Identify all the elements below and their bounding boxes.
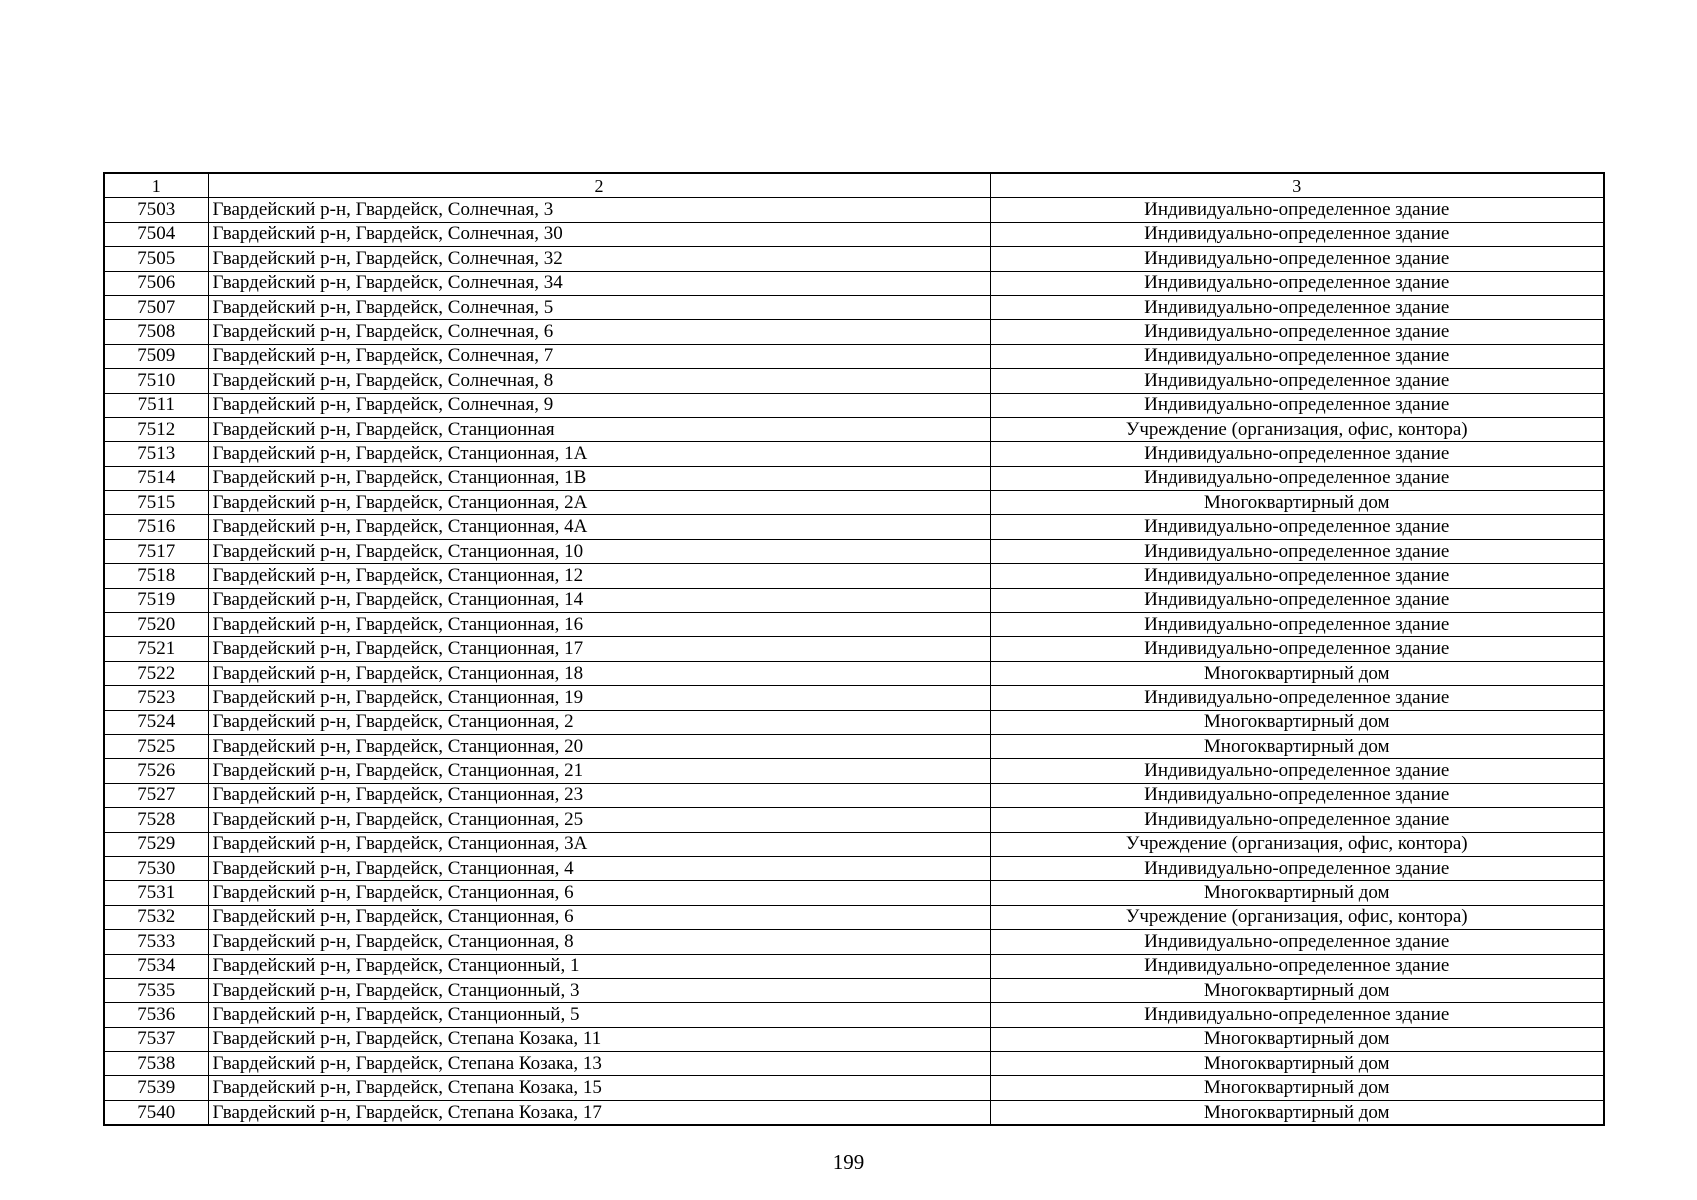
- address-cell: Гвардейский р-н, Гвардейск, Станционная, 6: [208, 881, 990, 905]
- address-cell: Гвардейский р-н, Гвардейск, Станционная, 2: [208, 710, 990, 734]
- column-number-1: 1: [104, 173, 208, 198]
- table-row: [104, 734, 1604, 758]
- table-row: [104, 637, 1604, 661]
- table-row: [104, 856, 1604, 880]
- object-type-cell: Индивидуально-определенное здание: [990, 198, 1604, 222]
- address-cell: Гвардейский р-н, Гвардейск, Станционная, 23: [208, 783, 990, 807]
- object-type-cell: Индивидуально-определенное здание: [990, 856, 1604, 880]
- table-row: [104, 613, 1604, 637]
- record-number-cell: 7537: [104, 1027, 208, 1051]
- address-cell: Гвардейский р-н, Гвардейск, Станционная, 19: [208, 686, 990, 710]
- table-row: [104, 881, 1604, 905]
- record-number-cell: 7507: [104, 295, 208, 319]
- object-type-cell: Учреждение (организация, офис, контора): [990, 417, 1604, 441]
- object-type-cell: Индивидуально-определенное здание: [990, 271, 1604, 295]
- address-cell: Гвардейский р-н, Гвардейск, Солнечная, 7: [208, 344, 990, 368]
- table-row: [104, 661, 1604, 685]
- object-type-cell: Многоквартирный дом: [990, 734, 1604, 758]
- table-row: [104, 320, 1604, 344]
- page-number: 199: [832, 1150, 865, 1174]
- object-type-cell: Индивидуально-определенное здание: [990, 686, 1604, 710]
- address-cell: Гвардейский р-н, Гвардейск, Солнечная, 30: [208, 222, 990, 246]
- address-cell: Гвардейский р-н, Гвардейск, Станционная: [208, 417, 990, 441]
- object-type-cell: Индивидуально-определенное здание: [990, 295, 1604, 319]
- object-type-cell: Индивидуально-определенное здание: [990, 247, 1604, 271]
- record-number-cell: 7534: [104, 954, 208, 978]
- record-number-cell: 7517: [104, 539, 208, 563]
- table-row: [104, 295, 1604, 319]
- address-cell: Гвардейский р-н, Гвардейск, Степана Козака, 15: [208, 1076, 990, 1100]
- record-number-cell: 7511: [104, 393, 208, 417]
- record-number-cell: 7520: [104, 613, 208, 637]
- table-row: [104, 978, 1604, 1002]
- object-type-cell: Многоквартирный дом: [990, 710, 1604, 734]
- object-type-cell: Многоквартирный дом: [990, 1027, 1604, 1051]
- object-type-cell: Индивидуально-определенное здание: [990, 613, 1604, 637]
- record-number-cell: 7528: [104, 808, 208, 832]
- record-number-cell: 7539: [104, 1076, 208, 1100]
- record-number-cell: 7522: [104, 661, 208, 685]
- record-number-cell: 7513: [104, 442, 208, 466]
- address-cell: Гвардейский р-н, Гвардейск, Солнечная, 3: [208, 198, 990, 222]
- address-cell: Гвардейский р-н, Гвардейск, Станционная, 6: [208, 905, 990, 929]
- table-row: [104, 1003, 1604, 1027]
- table-row: [104, 710, 1604, 734]
- record-number-cell: 7503: [104, 198, 208, 222]
- object-type-cell: Индивидуально-определенное здание: [990, 320, 1604, 344]
- address-cell: Гвардейский р-н, Гвардейск, Станционная, 14: [208, 588, 990, 612]
- address-cell: Гвардейский р-н, Гвардейск, Станционный, 1: [208, 954, 990, 978]
- object-type-cell: Многоквартирный дом: [990, 1076, 1604, 1100]
- object-type-cell: Индивидуально-определенное здание: [990, 1003, 1604, 1027]
- record-number-cell: 7529: [104, 832, 208, 856]
- object-type-cell: Индивидуально-определенное здание: [990, 344, 1604, 368]
- record-number-cell: 7526: [104, 759, 208, 783]
- table-row: [104, 491, 1604, 515]
- address-cell: Гвардейский р-н, Гвардейск, Станционная, 12: [208, 564, 990, 588]
- address-cell: Гвардейский р-н, Гвардейск, Солнечная, 9: [208, 393, 990, 417]
- table-row: [104, 247, 1604, 271]
- object-type-cell: Учреждение (организация, офис, контора): [990, 832, 1604, 856]
- record-number-cell: 7516: [104, 515, 208, 539]
- record-number-cell: 7535: [104, 978, 208, 1002]
- object-type-cell: Индивидуально-определенное здание: [990, 393, 1604, 417]
- object-type-cell: Индивидуально-определенное здание: [990, 637, 1604, 661]
- address-cell: Гвардейский р-н, Гвардейск, Солнечная, 34: [208, 271, 990, 295]
- object-type-cell: Индивидуально-определенное здание: [990, 442, 1604, 466]
- record-number-cell: 7518: [104, 564, 208, 588]
- address-cell: Гвардейский р-н, Гвардейск, Солнечная, 6: [208, 320, 990, 344]
- address-cell: Гвардейский р-н, Гвардейск, Станционная, 17: [208, 637, 990, 661]
- object-type-cell: Многоквартирный дом: [990, 1100, 1604, 1125]
- table-row: [104, 417, 1604, 441]
- record-number-cell: 7527: [104, 783, 208, 807]
- table-row: [104, 832, 1604, 856]
- record-number-cell: 7531: [104, 881, 208, 905]
- record-number-cell: 7508: [104, 320, 208, 344]
- table-row: [104, 466, 1604, 490]
- column-number-2: 2: [208, 173, 990, 198]
- table-row: [104, 442, 1604, 466]
- record-number-cell: 7512: [104, 417, 208, 441]
- address-cell: Гвардейский р-н, Гвардейск, Степана Козака, 17: [208, 1100, 990, 1125]
- table-row: [104, 564, 1604, 588]
- table-row: [104, 1076, 1604, 1100]
- object-type-cell: Многоквартирный дом: [990, 491, 1604, 515]
- table-row: [104, 588, 1604, 612]
- record-number-cell: 7504: [104, 222, 208, 246]
- table-row: [104, 905, 1604, 929]
- table-row: [104, 198, 1604, 222]
- address-cell: Гвардейский р-н, Гвардейск, Станционная, 18: [208, 661, 990, 685]
- address-cell: Гвардейский р-н, Гвардейск, Станционный, 5: [208, 1003, 990, 1027]
- address-cell: Гвардейский р-н, Гвардейск, Станционная, 16: [208, 613, 990, 637]
- table-row: [104, 808, 1604, 832]
- address-cell: Гвардейский р-н, Гвардейск, Станционная, 8: [208, 930, 990, 954]
- table-row: [104, 1052, 1604, 1076]
- record-number-cell: 7519: [104, 588, 208, 612]
- address-cell: Гвардейский р-н, Гвардейск, Станционная, 1А: [208, 442, 990, 466]
- address-cell: Гвардейский р-н, Гвардейск, Станционный, 3: [208, 978, 990, 1002]
- table-row: [104, 783, 1604, 807]
- table-row: [104, 930, 1604, 954]
- table-body: [104, 173, 1604, 1125]
- object-type-cell: Индивидуально-определенное здание: [990, 539, 1604, 563]
- address-cell: Гвардейский р-н, Гвардейск, Станционная, 20: [208, 734, 990, 758]
- object-type-cell: Индивидуально-определенное здание: [990, 466, 1604, 490]
- object-type-cell: Индивидуально-определенное здание: [990, 564, 1604, 588]
- object-type-cell: Индивидуально-определенное здание: [990, 783, 1604, 807]
- record-number-cell: 7521: [104, 637, 208, 661]
- object-type-cell: Многоквартирный дом: [990, 1052, 1604, 1076]
- record-number-cell: 7524: [104, 710, 208, 734]
- record-number-cell: 7510: [104, 369, 208, 393]
- record-number-cell: 7533: [104, 930, 208, 954]
- table-row: [104, 222, 1604, 246]
- object-type-cell: Многоквартирный дом: [990, 881, 1604, 905]
- table-row: [104, 539, 1604, 563]
- address-cell: Гвардейский р-н, Гвардейск, Станционная, 25: [208, 808, 990, 832]
- table-row: [104, 1027, 1604, 1051]
- record-number-cell: 7532: [104, 905, 208, 929]
- address-cell: Гвардейский р-н, Гвардейск, Станционная, 4: [208, 856, 990, 880]
- object-type-cell: Индивидуально-определенное здание: [990, 759, 1604, 783]
- record-number-cell: 7505: [104, 247, 208, 271]
- record-number-cell: 7536: [104, 1003, 208, 1027]
- record-number-cell: 7530: [104, 856, 208, 880]
- record-number-cell: 7514: [104, 466, 208, 490]
- record-number-cell: 7525: [104, 734, 208, 758]
- table-row: [104, 1100, 1604, 1125]
- table-row: [104, 344, 1604, 368]
- address-cell: Гвардейский р-н, Гвардейск, Солнечная, 5: [208, 295, 990, 319]
- object-type-cell: Индивидуально-определенное здание: [990, 369, 1604, 393]
- object-type-cell: Индивидуально-определенное здание: [990, 930, 1604, 954]
- record-number-cell: 7538: [104, 1052, 208, 1076]
- address-cell: Гвардейский р-н, Гвардейск, Станционная, 1В: [208, 466, 990, 490]
- object-type-cell: Индивидуально-определенное здание: [990, 515, 1604, 539]
- table-row: [104, 686, 1604, 710]
- object-type-cell: Учреждение (организация, офис, контора): [990, 905, 1604, 929]
- address-cell: Гвардейский р-н, Гвардейск, Станционная, 3А: [208, 832, 990, 856]
- record-number-cell: 7509: [104, 344, 208, 368]
- table-row: [104, 954, 1604, 978]
- record-number-cell: 7515: [104, 491, 208, 515]
- address-cell: Гвардейский р-н, Гвардейск, Станционная, 4А: [208, 515, 990, 539]
- table-row: [104, 515, 1604, 539]
- address-cell: Гвардейский р-н, Гвардейск, Степана Козака, 13: [208, 1052, 990, 1076]
- address-cell: Гвардейский р-н, Гвардейск, Степана Козака, 11: [208, 1027, 990, 1051]
- object-type-cell: Индивидуально-определенное здание: [990, 808, 1604, 832]
- column-number-row: [104, 173, 1604, 198]
- object-type-cell: Индивидуально-определенное здание: [990, 222, 1604, 246]
- record-number-cell: 7523: [104, 686, 208, 710]
- record-number-cell: 7506: [104, 271, 208, 295]
- object-type-cell: Индивидуально-определенное здание: [990, 588, 1604, 612]
- table-row: [104, 369, 1604, 393]
- object-type-cell: Многоквартирный дом: [990, 661, 1604, 685]
- address-cell: Гвардейский р-н, Гвардейск, Станционная, 10: [208, 539, 990, 563]
- record-number-cell: 7540: [104, 1100, 208, 1125]
- address-cell: Гвардейский р-н, Гвардейск, Станционная, 2А: [208, 491, 990, 515]
- address-cell: Гвардейский р-н, Гвардейск, Солнечная, 32: [208, 247, 990, 271]
- address-cell: Гвардейский р-н, Гвардейск, Станционная, 21: [208, 759, 990, 783]
- table-row: [104, 393, 1604, 417]
- register-table: [103, 172, 1605, 1126]
- column-number-3: 3: [990, 173, 1604, 198]
- object-type-cell: Индивидуально-определенное здание: [990, 954, 1604, 978]
- object-type-cell: Многоквартирный дом: [990, 978, 1604, 1002]
- table-row: [104, 271, 1604, 295]
- table-row: [104, 759, 1604, 783]
- address-cell: Гвардейский р-н, Гвардейск, Солнечная, 8: [208, 369, 990, 393]
